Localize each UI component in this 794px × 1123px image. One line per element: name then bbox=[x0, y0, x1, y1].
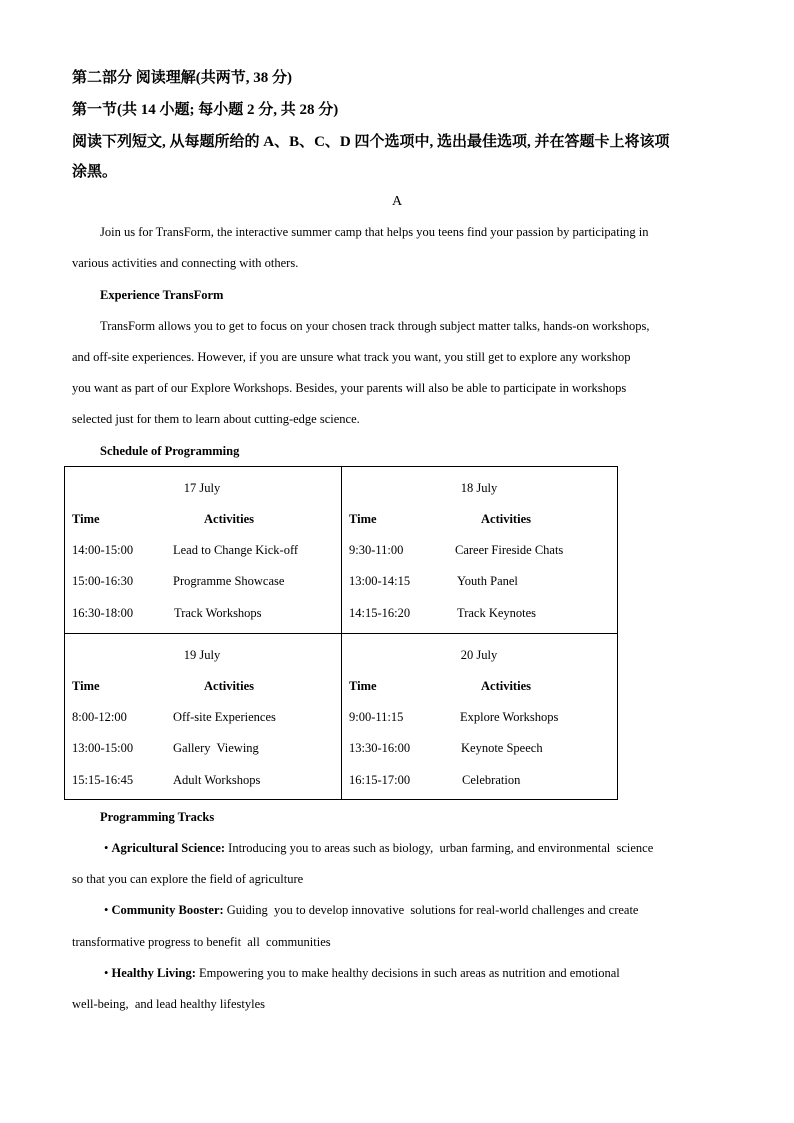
schedule-activity: Adult Workshops bbox=[173, 773, 261, 787]
track-item-line-1 bbox=[104, 903, 638, 918]
tracks-heading: Programming Tracks bbox=[100, 810, 215, 824]
track-item-line-2: so that you can explore the field of agriculture bbox=[72, 872, 304, 886]
schedule-time: 13:30-16:00 bbox=[349, 741, 411, 755]
schedule-time: 15:15-16:45 bbox=[72, 773, 134, 787]
activities-header: Activities bbox=[204, 679, 254, 693]
instruction-line-2: 涂黑。 bbox=[72, 164, 118, 180]
schedule-activity: Career Fireside Chats bbox=[455, 543, 564, 557]
schedule-time: 16:15-17:00 bbox=[349, 773, 411, 787]
bullet: • bbox=[104, 841, 109, 855]
schedule-time: 14:00-15:00 bbox=[72, 543, 134, 557]
schedule-heading: Schedule of Programming bbox=[100, 444, 240, 458]
passage-label: A bbox=[391, 194, 403, 209]
table-divider-horizontal bbox=[64, 633, 618, 634]
schedule-activity: Lead to Change Kick-off bbox=[173, 543, 299, 557]
intro-line-2: various activities and connecting with others. bbox=[72, 256, 299, 270]
schedule-time: 8:00-12:00 bbox=[72, 710, 127, 724]
track-description: Introducing you to areas such as biology, urban farming, and environmental science bbox=[225, 841, 654, 855]
track-description: Empowering you to make healthy decisions in such areas as nutrition and emotional bbox=[195, 966, 620, 980]
track-title: Agricultural Science: bbox=[111, 841, 226, 855]
track-item-line-1 bbox=[104, 966, 620, 981]
experience-line-1: TransForm allows you to get to focus on your chosen track through subject matter talks, hands-on workshops, bbox=[100, 319, 650, 333]
schedule-activity: Track Workshops bbox=[174, 606, 262, 620]
schedule-activity: Keynote Speech bbox=[461, 741, 543, 755]
schedule-activity: Celebration bbox=[462, 773, 521, 787]
activities-header: Activities bbox=[204, 512, 254, 526]
time-header: Time bbox=[72, 512, 100, 526]
day-date: 18 July bbox=[460, 481, 498, 495]
schedule-time: 14:15-16:20 bbox=[349, 606, 411, 620]
experience-heading: Experience TransForm bbox=[100, 288, 224, 302]
schedule-time: 16:30-18:00 bbox=[72, 606, 134, 620]
experience-line-2: and off-site experiences. However, if you are unsure what track you want, you still get to explore any workshop bbox=[72, 350, 631, 364]
time-header: Time bbox=[72, 679, 100, 693]
time-header: Time bbox=[349, 512, 377, 526]
schedule-activity: Gallery Viewing bbox=[173, 741, 259, 755]
track-item-line-1 bbox=[104, 841, 653, 856]
subsection-title: 第一节(共 14 小题; 每小题 2 分, 共 28 分) bbox=[72, 102, 339, 118]
schedule-activity: Explore Workshops bbox=[460, 710, 559, 724]
section-title: 第二部分 阅读理解(共两节, 38 分) bbox=[72, 70, 292, 86]
day-date: 17 July bbox=[183, 481, 221, 495]
activities-header: Activities bbox=[481, 679, 531, 693]
track-item-line-2: transformative progress to benefit all communities bbox=[72, 935, 331, 949]
schedule-activity: Programme Showcase bbox=[173, 574, 285, 588]
track-title: Community Booster: bbox=[111, 903, 224, 917]
schedule-time: 13:00-14:15 bbox=[349, 574, 411, 588]
day-date: 19 July bbox=[183, 648, 221, 662]
schedule-time: 13:00-15:00 bbox=[72, 741, 134, 755]
track-item-line-2: well-being, and lead healthy lifestyles bbox=[72, 997, 265, 1011]
schedule-time: 9:30-11:00 bbox=[349, 543, 404, 557]
schedule-time: 15:00-16:30 bbox=[72, 574, 134, 588]
bullet: • bbox=[104, 966, 109, 980]
instruction-line-1: 阅读下列短文, 从每题所给的 A、B、C、D 四个选项中, 选出最佳选项, 并在答题卡上将该项 bbox=[72, 134, 670, 150]
activities-header: Activities bbox=[481, 512, 531, 526]
schedule-time: 9:00-11:15 bbox=[349, 710, 404, 724]
track-title: Healthy Living: bbox=[111, 966, 196, 980]
bullet: • bbox=[104, 903, 109, 917]
day-date: 20 July bbox=[460, 648, 498, 662]
schedule-activity: Track Keynotes bbox=[457, 606, 537, 620]
track-description: Guiding you to develop innovative solutions for real-world challenges and create bbox=[223, 903, 639, 917]
experience-line-4: selected just for them to learn about cutting-edge science. bbox=[72, 412, 360, 426]
schedule-activity: Off-site Experiences bbox=[173, 710, 276, 724]
time-header: Time bbox=[349, 679, 377, 693]
experience-line-3: you want as part of our Explore Workshops. Besides, your parents will also be able to participate in workshops bbox=[72, 381, 627, 395]
schedule-activity: Youth Panel bbox=[457, 574, 518, 588]
intro-line-1: Join us for TransForm, the interactive summer camp that helps you teens find your passion by participating in bbox=[100, 225, 649, 239]
